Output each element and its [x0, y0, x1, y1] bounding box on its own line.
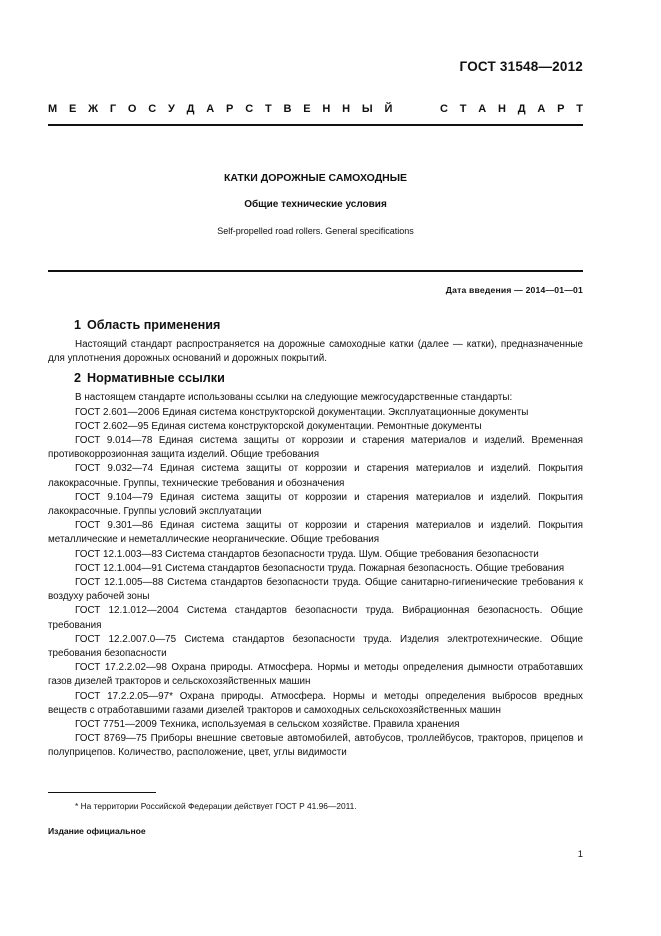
reference-item: ГОСТ 12.2.007.0—75 Система стандартов безопасности труда. Изделия электротехнические. Общие требования безопасности	[48, 633, 583, 660]
reference-item: ГОСТ 2.601—2006 Единая система конструкторской документации. Эксплуатационные документы	[75, 406, 529, 418]
document-body	[48, 317, 583, 761]
section-2-title: Нормативные ссылки	[87, 371, 225, 386]
section-1-number: 1	[74, 318, 82, 332]
banner-letter: А	[206, 103, 215, 115]
banner-letter: Ж	[88, 103, 99, 115]
reference-item: ГОСТ 12.1.004—91 Система стандартов безопасности труда. Пожарная безопасность. Общие требования	[75, 562, 565, 574]
banner-letter: Н	[342, 103, 351, 115]
title-rule	[48, 270, 583, 272]
reference-item: ГОСТ 9.032—74 Единая система защиты от коррозии и старения материалов и изделий. Покрытия лакокрасочные. Группы, технические требования и обозначения	[48, 463, 583, 489]
banner-letter: У	[168, 103, 175, 115]
reference-item: ГОСТ 12.1.012—2004 Система стандартов безопасности труда. Вибрационная безопасность. Общие требования	[48, 605, 583, 631]
reference-item: ГОСТ 17.2.2.02—98 Охрана природы. Атмосфера. Нормы и методы определения дымности отработавших газов дизелей тракторов и сельскохозяйственных машин	[48, 662, 583, 688]
standard-type-banner	[48, 103, 583, 115]
banner-letter: М	[48, 103, 58, 115]
banner-letter: Е	[68, 103, 77, 115]
introduction-date: Дата введения — 2014—01—01	[445, 285, 583, 295]
document-subtitle: Общие технические условия	[244, 199, 387, 210]
section-1-text: Настоящий стандарт распространяется на дорожные самоходные катки (далее — катки), предназначенные для уплотнения дорожных оснований и дорожных покрытий.	[48, 339, 583, 365]
reference-item: ГОСТ 17.2.2.05—97* Охрана природы. Атмосфера. Нормы и методы определения выбросов вредных веществ с отработавшими газами дизелей тракторов и самоходных сельскохозяйственных машин	[48, 690, 583, 716]
banner-letter: С	[439, 103, 448, 115]
footnote-rule	[48, 792, 156, 793]
banner-letter: С	[148, 103, 157, 115]
banner-letter: Т	[264, 103, 272, 115]
page-number: 1	[577, 849, 583, 860]
reference-item: ГОСТ 2.602—95 Единая система конструкторской документации. Ремонтные документы	[75, 420, 482, 432]
banner-letter: Е	[303, 103, 311, 115]
banner-letter: Н	[322, 103, 331, 115]
banner-letter: Т	[459, 103, 467, 115]
document-title-english: Self-propelled road rollers. General specifications	[217, 226, 414, 236]
section-2-number: 2	[74, 371, 82, 386]
banner-letter: В	[283, 103, 292, 115]
reference-item: ГОСТ 9.104—79 Единая система защиты от коррозии и старения материалов и изделий. Покрытия лакокрасочные. Группы условий эксплуатации	[48, 491, 583, 518]
banner-letter: С	[245, 103, 254, 115]
footnote: * На территории Российской Федерации действует ГОСТ Р 41.96—2011.	[75, 801, 357, 811]
banner-letter: Р	[226, 103, 234, 115]
banner-letter: А	[537, 103, 546, 115]
reference-item: ГОСТ 12.1.003—83 Система стандартов безопасности труда. Шум. Общие требования безопасности	[75, 548, 539, 560]
section-2-intro: В настоящем стандарте использованы ссылки на следующие межгосударственные стандарты:	[75, 392, 513, 404]
banner-letter: Д	[517, 103, 526, 115]
banner-letter: Й	[384, 103, 393, 115]
section-2-heading	[74, 370, 583, 386]
banner-letter: О	[127, 103, 137, 115]
header-rule	[48, 124, 583, 126]
banner-letter: Ы	[361, 103, 373, 115]
document-code: ГОСТ 31548—2012	[459, 59, 583, 74]
reference-item: ГОСТ 8769—75 Приборы внешние световые автомобилей, автобусов, троллейбусов, тракторов, прицепов и полуприцепов. Количество, расположение, цвет, углы видимости	[48, 733, 583, 759]
edition-label: Издание официальное	[48, 826, 146, 836]
section-1-heading	[74, 317, 583, 333]
banner-letter: Д	[186, 103, 195, 115]
reference-item: ГОСТ 9.301—86 Единая система защиты от коррозии и старения материалов и изделий. Покрытия металлические и неметаллические неорганические. Общие требования	[48, 520, 583, 546]
reference-item: ГОСТ 7751—2009 Техника, используемая в сельском хозяйстве. Правила хранения	[75, 719, 460, 731]
banner-letter: Н	[497, 103, 506, 115]
banner-letter: Г	[109, 103, 117, 115]
banner-letter: Р	[557, 103, 565, 115]
banner-letter: А	[478, 103, 487, 115]
document-title: КАТКИ ДОРОЖНЫЕ САМОХОДНЫЕ	[223, 172, 408, 184]
normative-references-list	[48, 406, 583, 761]
section-1-title: Область применения	[87, 318, 221, 332]
reference-item: ГОСТ 12.1.005—88 Система стандартов безопасности труда. Общие санитарно-гигиенические требования к воздуху рабочей зоны	[48, 577, 583, 603]
banner-letter: Т	[576, 103, 583, 115]
reference-item: ГОСТ 9.014—78 Единая система защиты от коррозии и старения материалов и изделий. Временная противокоррозионная защита изделий. Общие требования	[48, 435, 583, 461]
